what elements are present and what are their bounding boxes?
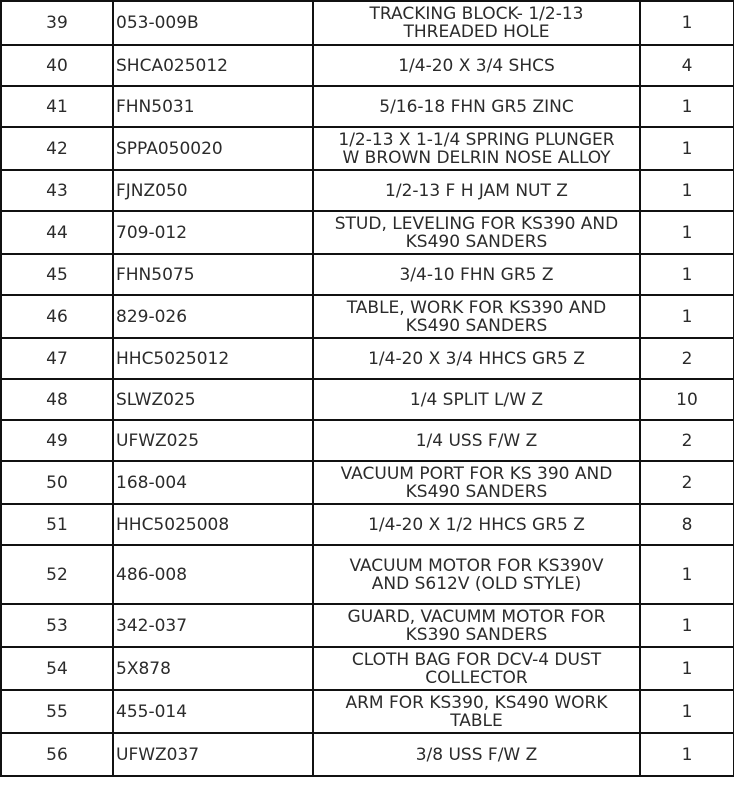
description-cell [313, 504, 640, 545]
table-row [1, 504, 734, 545]
table-row [1, 170, 734, 211]
item-number-cell: 44 [1, 211, 113, 254]
part-number-cell: 455-014 [113, 690, 313, 733]
description-cell [313, 545, 640, 604]
part-number-cell: SLWZ025 [113, 379, 313, 420]
part-number-cell: FHN5031 [113, 86, 313, 127]
description-line: 1/4-20 X 3/4 HHCS GR5 Z [368, 348, 585, 369]
part-number-cell: HHC5025012 [113, 338, 313, 379]
table-row [1, 295, 734, 338]
item-number-cell: 49 [1, 420, 113, 461]
quantity-cell: 1 [640, 604, 734, 647]
description-cell [313, 461, 640, 504]
description-line: 1/4 SPLIT L/W Z [409, 389, 544, 410]
part-number-cell: 053-009B [113, 1, 313, 45]
description-line: 1/4-20 X 3/4 SHCS [398, 55, 555, 76]
description-cell [313, 733, 640, 776]
description-cell [313, 170, 640, 211]
description-cell [313, 86, 640, 127]
part-number-cell: 342-037 [113, 604, 313, 647]
quantity-cell: 2 [640, 420, 734, 461]
description-cell [313, 338, 640, 379]
description-line: VACUUM MOTOR FOR KS390V [349, 555, 604, 576]
item-number-cell: 55 [1, 690, 113, 733]
quantity-cell: 1 [640, 733, 734, 776]
table-row [1, 127, 734, 170]
description-line: 1/2-13 F H JAM NUT Z [385, 180, 568, 201]
part-number-cell: HHC5025008 [113, 504, 313, 545]
description-line: W BROWN DELRIN NOSE ALLOY [342, 147, 611, 168]
quantity-cell: 8 [640, 504, 734, 545]
item-number-cell: 52 [1, 545, 113, 604]
description-cell [313, 211, 640, 254]
table-row [1, 461, 734, 504]
item-number-cell: 39 [1, 1, 113, 45]
description-cell [313, 604, 640, 647]
description-line: AND S612V (OLD STYLE) [371, 573, 582, 594]
quantity-cell: 1 [640, 254, 734, 295]
parts-list-body [1, 1, 734, 776]
part-number-cell: SPPA050020 [113, 127, 313, 170]
part-number-cell: 486-008 [113, 545, 313, 604]
description-cell [313, 127, 640, 170]
part-number-cell: 5X878 [113, 647, 313, 690]
quantity-cell: 1 [640, 170, 734, 211]
quantity-cell: 2 [640, 338, 734, 379]
description-cell [313, 45, 640, 86]
description-line: KS490 SANDERS [405, 481, 548, 502]
quantity-cell: 10 [640, 379, 734, 420]
item-number-cell: 56 [1, 733, 113, 776]
table-row [1, 1, 734, 45]
item-number-cell: 50 [1, 461, 113, 504]
quantity-cell: 1 [640, 211, 734, 254]
quantity-cell: 1 [640, 295, 734, 338]
item-number-cell: 40 [1, 45, 113, 86]
item-number-cell: 51 [1, 504, 113, 545]
part-number-cell: 709-012 [113, 211, 313, 254]
description-line: KS490 SANDERS [405, 315, 548, 336]
description-line: 1/4-20 X 1/2 HHCS GR5 Z [368, 514, 585, 535]
table-row [1, 86, 734, 127]
item-number-cell: 45 [1, 254, 113, 295]
description-cell [313, 379, 640, 420]
part-number-cell: SHCA025012 [113, 45, 313, 86]
description-line: KS390 SANDERS [405, 624, 548, 645]
part-number-cell: FHN5075 [113, 254, 313, 295]
description-line: 1/2-13 X 1-1/4 SPRING PLUNGER [338, 129, 615, 150]
table-row [1, 420, 734, 461]
description-line: TABLE [450, 710, 503, 731]
table-row [1, 254, 734, 295]
description-cell [313, 690, 640, 733]
table-row [1, 338, 734, 379]
quantity-cell: 1 [640, 690, 734, 733]
item-number-cell: 54 [1, 647, 113, 690]
description-line: THREADED HOLE [403, 22, 550, 42]
description-line: GUARD, VACUMM MOTOR FOR [347, 606, 606, 627]
quantity-cell: 1 [640, 127, 734, 170]
description-cell [313, 1, 640, 45]
description-line: TABLE, WORK FOR KS390 AND [346, 297, 607, 318]
table-row [1, 604, 734, 647]
part-number-cell: UFWZ025 [113, 420, 313, 461]
description-line: ARM FOR KS390, KS490 WORK [345, 692, 608, 713]
part-number-cell: FJNZ050 [113, 170, 313, 211]
description-cell [313, 295, 640, 338]
description-line: STUD, LEVELING FOR KS390 AND [334, 213, 619, 234]
quantity-cell: 1 [640, 545, 734, 604]
description-line: VACUUM PORT FOR KS 390 AND [340, 463, 613, 484]
table-row [1, 690, 734, 733]
description-cell [313, 254, 640, 295]
part-number-cell: 168-004 [113, 461, 313, 504]
part-number-cell: UFWZ037 [113, 733, 313, 776]
item-number-cell: 43 [1, 170, 113, 211]
description-line: KS490 SANDERS [405, 231, 548, 252]
quantity-cell: 1 [640, 647, 734, 690]
description-line: COLLECTOR [425, 667, 528, 688]
item-number-cell: 46 [1, 295, 113, 338]
table-row [1, 647, 734, 690]
table-row [1, 211, 734, 254]
quantity-cell: 4 [640, 45, 734, 86]
description-line: 1/4 USS F/W Z [415, 430, 538, 451]
part-number-cell: 829-026 [113, 295, 313, 338]
description-line: TRACKING BLOCK- 1/2-13 [369, 4, 584, 24]
item-number-cell: 53 [1, 604, 113, 647]
table-row [1, 545, 734, 604]
quantity-cell: 1 [640, 86, 734, 127]
table-row [1, 45, 734, 86]
quantity-cell: 1 [640, 1, 734, 45]
item-number-cell: 42 [1, 127, 113, 170]
description-line: CLOTH BAG FOR DCV-4 DUST [351, 649, 602, 670]
item-number-cell: 41 [1, 86, 113, 127]
description-line: 3/8 USS F/W Z [415, 744, 538, 765]
description-line: 3/4-10 FHN GR5 Z [399, 264, 554, 285]
quantity-cell: 2 [640, 461, 734, 504]
description-cell [313, 420, 640, 461]
description-line: 5/16-18 FHN GR5 ZINC [379, 96, 574, 117]
description-cell [313, 647, 640, 690]
item-number-cell: 47 [1, 338, 113, 379]
table-row [1, 379, 734, 420]
item-number-cell: 48 [1, 379, 113, 420]
table-row [1, 733, 734, 776]
